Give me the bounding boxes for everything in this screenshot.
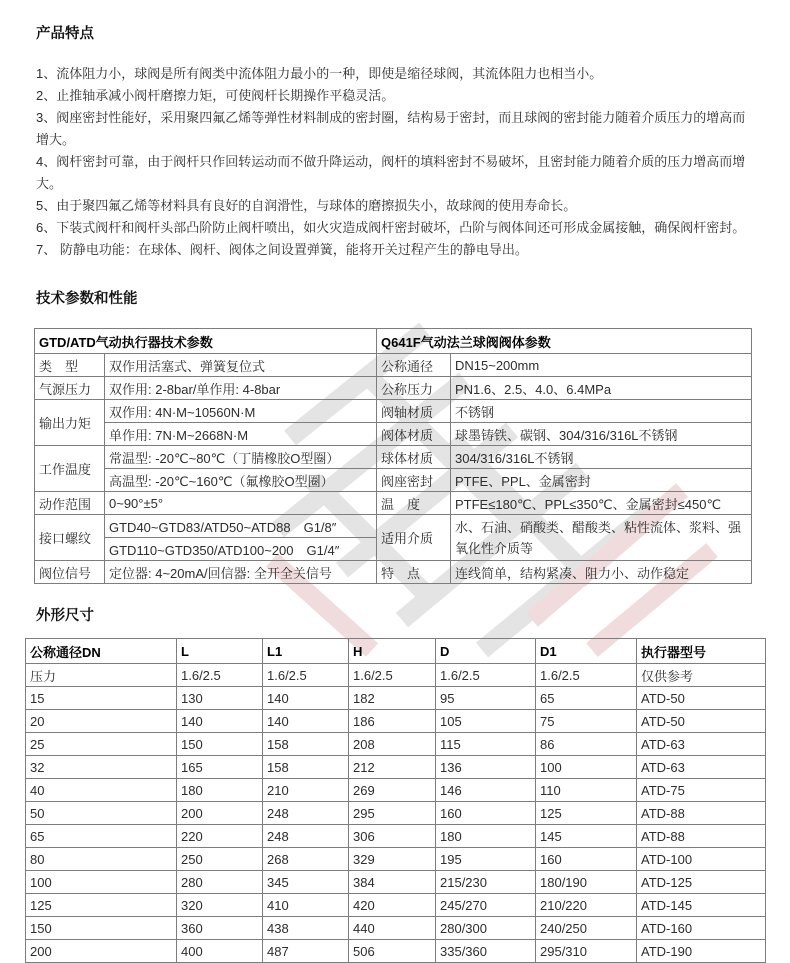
table-cell: 158 xyxy=(263,756,349,779)
table-row xyxy=(35,515,752,538)
table-cell: 245/270 xyxy=(436,894,536,917)
cell-seat-label: 阀座密封 xyxy=(377,469,451,492)
cell-seat-value: PTFE、PPL、金属密封 xyxy=(451,469,752,492)
table-row xyxy=(26,917,766,940)
table-cell: 200 xyxy=(177,802,263,825)
table-cell: 487 xyxy=(263,940,349,963)
table-cell: ATD-125 xyxy=(637,871,766,894)
table-row xyxy=(26,664,766,687)
table-cell: 仅供参考 xyxy=(637,664,766,687)
table-cell: 125 xyxy=(26,894,177,917)
table-cell: 105 xyxy=(436,710,536,733)
cell-signal-label: 阀位信号 xyxy=(35,561,105,584)
table-row xyxy=(35,469,752,492)
cell-ball-label: 球体材质 xyxy=(377,446,451,469)
table-cell: 50 xyxy=(26,802,177,825)
table-cell: 15 xyxy=(26,687,177,710)
cell-thread-value2: GTD110~GTD350/ATD100~200 G1/4″ xyxy=(105,538,377,561)
cell-torque-double: 双作用: 4N·M~10560N·M xyxy=(105,400,377,423)
table-cell: 150 xyxy=(177,733,263,756)
feature-item: 4、阀杆密封可靠，由于阀杆只作回转运动而不做升降运动，阀杆的填料密封不易破坏，且密封能力随着介质的压力增高而增大。 xyxy=(36,154,746,191)
table-cell: ATD-63 xyxy=(637,733,766,756)
dims-section xyxy=(25,604,756,963)
table-cell: 210 xyxy=(263,779,349,802)
table-row xyxy=(26,779,766,802)
table-cell: 400 xyxy=(177,940,263,963)
table-cell: 1.6/2.5 xyxy=(536,664,637,687)
table-cell: 306 xyxy=(349,825,436,848)
cell-media-label: 适用介质 xyxy=(377,515,451,561)
table-cell: 200 xyxy=(26,940,177,963)
table-cell: 335/360 xyxy=(436,940,536,963)
table-cell: ATD-100 xyxy=(637,848,766,871)
col-header-d1: D1 xyxy=(536,639,637,664)
table-cell: 100 xyxy=(26,871,177,894)
col-header-h: H xyxy=(349,639,436,664)
cell-stem-value: 不锈钢 xyxy=(451,400,752,423)
cell-temp-normal: 常温型: -20℃~80℃（丁腈橡胶O型圈） xyxy=(105,446,377,469)
table-cell: 268 xyxy=(263,848,349,871)
cell-air-label: 气源压力 xyxy=(35,377,105,400)
table-row xyxy=(26,710,766,733)
table-cell: 320 xyxy=(177,894,263,917)
table-cell: 20 xyxy=(26,710,177,733)
table-cell: 65 xyxy=(26,825,177,848)
table-cell: 125 xyxy=(536,802,637,825)
table-cell: 140 xyxy=(177,710,263,733)
table-cell: 146 xyxy=(436,779,536,802)
cell-worktemp-label: 工作温度 xyxy=(35,446,105,492)
table-row xyxy=(26,756,766,779)
table-cell: 165 xyxy=(177,756,263,779)
cell-range-label: 动作范围 xyxy=(35,492,105,515)
table-cell: 1.6/2.5 xyxy=(436,664,536,687)
table-cell: 250 xyxy=(177,848,263,871)
table-cell: 210/220 xyxy=(536,894,637,917)
table-cell: 360 xyxy=(177,917,263,940)
table-cell: 130 xyxy=(177,687,263,710)
table-cell: ATD-160 xyxy=(637,917,766,940)
col-header-d: D xyxy=(436,639,536,664)
table-cell: 248 xyxy=(263,825,349,848)
table-row xyxy=(26,687,766,710)
col-header-l: L xyxy=(177,639,263,664)
table-cell: 65 xyxy=(536,687,637,710)
table-cell: 440 xyxy=(349,917,436,940)
table-cell: 100 xyxy=(536,756,637,779)
table-cell: 25 xyxy=(26,733,177,756)
table-row xyxy=(35,400,752,423)
cell-templimit-label: 温 度 xyxy=(377,492,451,515)
table-row xyxy=(26,848,766,871)
table-cell: 150 xyxy=(26,917,177,940)
table-cell: 280/300 xyxy=(436,917,536,940)
table-cell: 240/250 xyxy=(536,917,637,940)
feature-item: 3、阀座密封性能好，采用聚四氟乙烯等弹性材料制成的密封圈，结构易于密封，而且球阀的密封能力随着介质压力的增高而增大。 xyxy=(36,110,746,147)
table-cell: 75 xyxy=(536,710,637,733)
table-cell: 158 xyxy=(263,733,349,756)
tech-heading: 技术参数和性能 xyxy=(36,291,138,307)
table-cell: 1.6/2.5 xyxy=(177,664,263,687)
table-row xyxy=(26,733,766,756)
cell-bore-value: DN15~200mm xyxy=(451,354,752,377)
table-row xyxy=(26,894,766,917)
table-cell: 136 xyxy=(436,756,536,779)
table-cell: 269 xyxy=(349,779,436,802)
cell-pn-label: 公称压力 xyxy=(377,377,451,400)
table-cell: 180/190 xyxy=(536,871,637,894)
table-cell: 145 xyxy=(536,825,637,848)
cell-temp-high: 高温型: -20℃~160℃（氟橡胶O型圈） xyxy=(105,469,377,492)
table-cell: 40 xyxy=(26,779,177,802)
table-cell: 215/230 xyxy=(436,871,536,894)
feature-item: 6、下装式阀杆和阀杆头部凸阶防止阀杆喷出，如火灾造成阀杆密封破坏，凸阶与阀体间还可形成金属接触，确保阀杆密封。 xyxy=(36,220,746,235)
cell-templimit-value: PTFE≤180℃、PPL≤350℃、金属密封≤450℃ xyxy=(451,492,752,515)
table-row xyxy=(35,423,752,446)
cell-feature-label: 特 点 xyxy=(377,561,451,584)
table-cell: 115 xyxy=(436,733,536,756)
table-cell: 410 xyxy=(263,894,349,917)
features-list xyxy=(36,63,754,261)
table-cell: ATD-50 xyxy=(637,687,766,710)
table-cell: 1.6/2.5 xyxy=(263,664,349,687)
table-cell: 295 xyxy=(349,802,436,825)
cell-bore-label: 公称通径 xyxy=(377,354,451,377)
table-cell: 140 xyxy=(263,710,349,733)
table-cell: ATD-50 xyxy=(637,710,766,733)
table-cell: 160 xyxy=(436,802,536,825)
table-cell: 32 xyxy=(26,756,177,779)
table-row xyxy=(26,940,766,963)
feature-item: 1、流体阻力小，球阀是所有阀类中流体阻力最小的一种，即使是缩径球阀，其流体阻力也相当小。 xyxy=(36,66,603,81)
cell-media-value: 水、石油、硝酸类、醋酸类、粘性流体、浆料、强氧化性介质等 xyxy=(451,515,752,561)
dims-header-row xyxy=(26,639,766,664)
cell-torque-single: 单作用: 7N·M~2668N·M xyxy=(105,423,377,446)
table-cell: ATD-88 xyxy=(637,825,766,848)
table-cell: 186 xyxy=(349,710,436,733)
cell-ball-value: 304/316/316L不锈钢 xyxy=(451,446,752,469)
feature-item: 7、 防静电功能：在球体、阀杆、阀体之间设置弹簧，能将开关过程产生的静电导出。 xyxy=(36,242,528,257)
table-cell: 420 xyxy=(349,894,436,917)
table-cell: 295/310 xyxy=(536,940,637,963)
tech-header-row xyxy=(35,329,752,354)
table-cell: 438 xyxy=(263,917,349,940)
table-cell: ATD-63 xyxy=(637,756,766,779)
cell-body-value: 球墨铸铁、碳钢、304/316/316L不锈钢 xyxy=(451,423,752,446)
table-cell: 280 xyxy=(177,871,263,894)
table-cell: 208 xyxy=(349,733,436,756)
tech-header-left: GTD/ATD气动执行器技术参数 xyxy=(35,329,377,354)
table-cell: ATD-190 xyxy=(637,940,766,963)
col-header-l1: L1 xyxy=(263,639,349,664)
table-cell: 95 xyxy=(436,687,536,710)
table-cell: 212 xyxy=(349,756,436,779)
cell-thread-label: 接口螺纹 xyxy=(35,515,105,561)
table-row xyxy=(26,825,766,848)
table-row xyxy=(35,492,752,515)
table-cell: 140 xyxy=(263,687,349,710)
cell-body-label: 阀体材质 xyxy=(377,423,451,446)
cell-torque-label: 输出力矩 xyxy=(35,400,105,446)
col-header-actuator: 执行器型号 xyxy=(637,639,766,664)
dims-table xyxy=(25,638,766,963)
table-cell: 80 xyxy=(26,848,177,871)
cell-stem-label: 阀轴材质 xyxy=(377,400,451,423)
feature-item: 2、止推轴承减小阀杆磨擦力矩，可使阀杆长期操作平稳灵活。 xyxy=(36,88,395,103)
table-cell: ATD-88 xyxy=(637,802,766,825)
table-cell: 220 xyxy=(177,825,263,848)
table-cell: ATD-75 xyxy=(637,779,766,802)
table-row xyxy=(35,446,752,469)
feature-item: 5、由于聚四氟乙烯等材料具有良好的自润滑性，与球体的磨擦损失小，故球阀的使用寿命长。 xyxy=(36,198,577,213)
table-cell: 506 xyxy=(349,940,436,963)
table-cell: 压力 xyxy=(26,664,177,687)
table-cell: 180 xyxy=(177,779,263,802)
table-cell: 195 xyxy=(436,848,536,871)
table-cell: 86 xyxy=(536,733,637,756)
tech-table xyxy=(34,328,752,584)
cell-air-value: 双作用: 2-8bar/单作用: 4-8bar xyxy=(105,377,377,400)
col-header-dn: 公称通径DN xyxy=(26,639,177,664)
table-row xyxy=(26,802,766,825)
cell-signal-value: 定位器: 4~20mA/回信器: 全开全关信号 xyxy=(105,561,377,584)
features-heading: 产品特点 xyxy=(36,26,94,42)
table-cell: 248 xyxy=(263,802,349,825)
cell-pn-value: PN1.6、2.5、4.0、6.4MPa xyxy=(451,377,752,400)
table-cell: 1.6/2.5 xyxy=(349,664,436,687)
table-cell: 110 xyxy=(536,779,637,802)
table-cell: 182 xyxy=(349,687,436,710)
table-row xyxy=(35,354,752,377)
cell-type-label: 类 型 xyxy=(35,354,105,377)
dims-heading: 外形尺寸 xyxy=(36,608,94,624)
table-cell: 160 xyxy=(536,848,637,871)
tech-header-right: Q641F气动法兰球阀阀体参数 xyxy=(377,329,752,354)
cell-thread-value1: GTD40~GTD83/ATD50~ATD88 G1/8″ xyxy=(105,515,377,538)
table-row xyxy=(35,377,752,400)
cell-range-value: 0~90°±5° xyxy=(105,492,377,515)
table-cell: 180 xyxy=(436,825,536,848)
table-row xyxy=(26,871,766,894)
table-cell: 384 xyxy=(349,871,436,894)
cell-type-value: 双作用活塞式、弹簧复位式 xyxy=(105,354,377,377)
cell-feature-value: 连线简单，结构紧凑、阻力小、动作稳定 xyxy=(451,561,752,584)
table-cell: 329 xyxy=(349,848,436,871)
table-cell: 345 xyxy=(263,871,349,894)
table-cell: ATD-145 xyxy=(637,894,766,917)
table-row xyxy=(35,561,752,584)
